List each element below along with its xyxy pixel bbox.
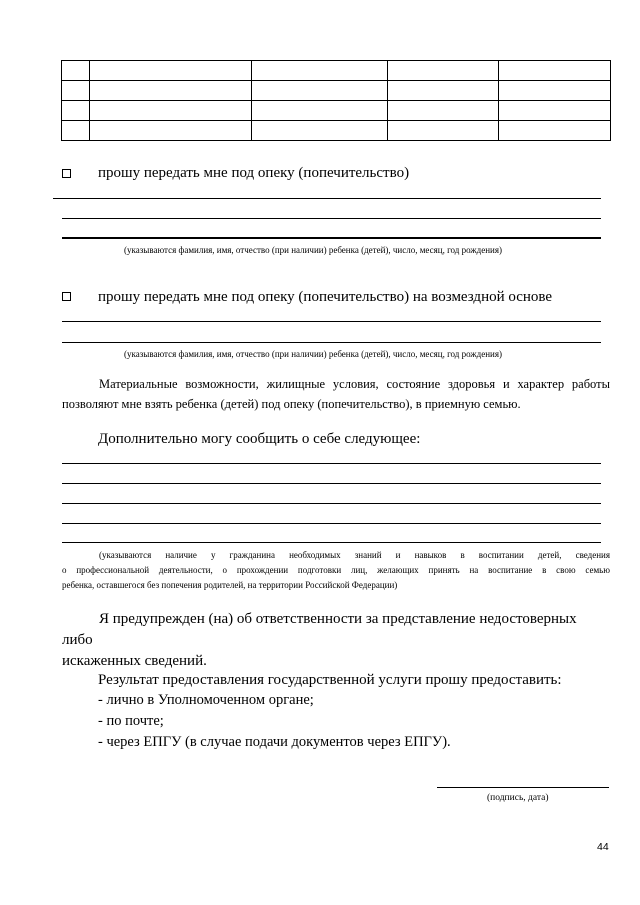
fill-line[interactable]	[62, 218, 601, 219]
paid-guardianship-option-label: прошу передать мне под опеку (попечительство) на возмездной основе	[98, 289, 553, 305]
paid-guardianship-checkbox[interactable]	[62, 292, 71, 301]
fill-line[interactable]	[62, 237, 601, 239]
table-row	[62, 121, 611, 141]
table-row	[62, 61, 611, 81]
additional-caption-line-1: (указываются наличие у гражданина необходимых знаний и навыков в воспитании детей, сведения	[99, 550, 610, 560]
signature-caption: (подпись, дата)	[487, 793, 549, 803]
fill-line[interactable]	[62, 342, 601, 343]
table-row	[62, 101, 611, 121]
fill-line[interactable]	[62, 483, 601, 484]
warning-line-1: Я предупрежден (на) об ответственности за представление недостоверных либо	[62, 611, 577, 648]
result-option-mail: - по почте;	[98, 713, 164, 729]
material-line-2: позволяют мне взять ребенка (детей) под опеку (попечительство), в приемную семью.	[62, 397, 521, 411]
guardianship-caption: (указываются фамилия, имя, отчество (при наличии) ребенка (детей), число, месяц, год рождения)	[124, 245, 502, 255]
table-row	[62, 81, 611, 101]
fill-line[interactable]	[62, 523, 601, 524]
fill-line[interactable]	[62, 321, 601, 322]
result-heading: Результат предоставления государственной услуги прошу предоставить:	[98, 672, 562, 688]
fill-line[interactable]	[53, 198, 601, 199]
result-option-epgu: - через ЕПГУ (в случае подачи документов через ЕПГУ).	[98, 734, 451, 750]
fill-line[interactable]	[62, 503, 601, 504]
guardianship-checkbox[interactable]	[62, 169, 71, 178]
fill-line[interactable]	[62, 463, 601, 464]
material-conditions-paragraph	[62, 374, 610, 414]
paid-guardianship-caption: (указываются фамилия, имя, отчество (при наличии) ребенка (детей), число, месяц, год рождения)	[124, 349, 502, 359]
additional-caption-line-2: о профессиональной деятельности, о прохождении подготовки лиц, желающих принять на воспитание в свою семью	[62, 565, 610, 575]
fill-line[interactable]	[62, 542, 601, 543]
form-table	[61, 60, 611, 141]
guardianship-option-label: прошу передать мне под опеку (попечительство)	[98, 165, 410, 181]
warning-line-2: искаженных сведений.	[62, 653, 207, 669]
material-line-1: Материальные возможности, жилищные условия, состояние здоровья и характер работы	[99, 377, 610, 391]
additional-caption-line-3: ребенка, оставшегося без попечения родителей, на территории Российской Федерации)	[62, 580, 398, 590]
additional-info-heading: Дополнительно могу сообщить о себе следующее:	[98, 431, 421, 447]
page-number: 44	[597, 841, 609, 853]
signature-line[interactable]	[437, 787, 609, 788]
result-option-in-person: - лично в Уполномоченном органе;	[98, 692, 314, 708]
additional-info-caption	[62, 548, 610, 593]
responsibility-warning	[62, 609, 610, 672]
